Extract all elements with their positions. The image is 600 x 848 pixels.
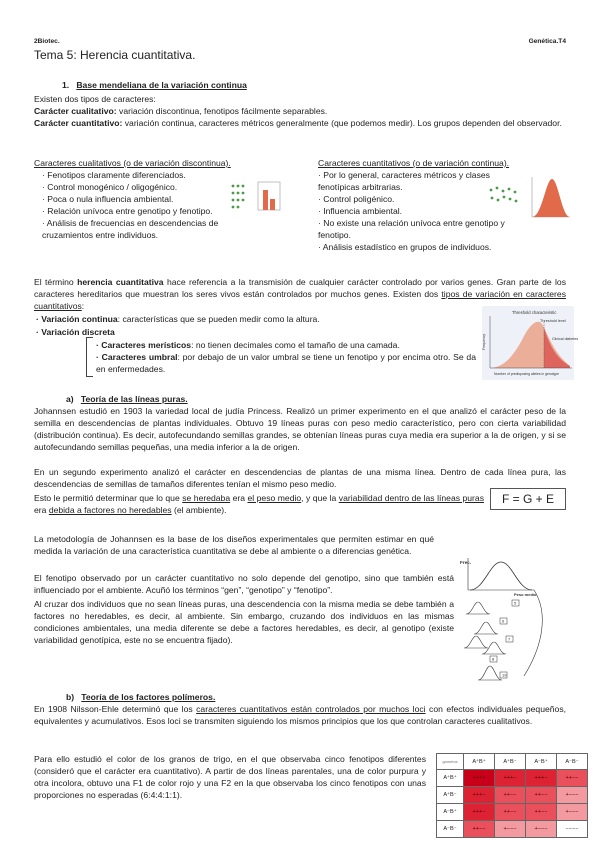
quantitative-list xyxy=(318,169,518,253)
formula-box: F = G + E xyxy=(490,488,566,510)
table-col-header: A⁺B⁺ xyxy=(464,754,495,770)
table-col-header: A⁻B⁺ xyxy=(526,754,557,770)
section-a-p5: El fenotipo observado por un carácter cuantitativo no solo depende del genotipo, sino que también está influenciado por el ambiente. Acuñó los términos “gen”, “genotipo” y “fenotipo”. xyxy=(34,573,454,595)
qualitative-list xyxy=(34,169,258,241)
threshold-clinical: Clinical diabetes xyxy=(552,337,579,341)
table-col-header: A⁺B⁻ xyxy=(495,754,526,770)
section-a-p4: La metodología de Johannsen es la base de los diseños experimentales que permiten estimar en qué medida la variación de una característica cuantitativa se debe al ambiente o a diferencias genética. xyxy=(34,534,434,556)
johannsen-figure xyxy=(456,552,568,688)
bell-box-label: 5 xyxy=(514,600,517,606)
quantitative-item: · Influencia ambiental. xyxy=(318,206,403,216)
plants-figure xyxy=(488,184,522,208)
section-1-heading: 1. Base mendeliana de la variación continua xyxy=(62,80,247,90)
table-row xyxy=(437,770,588,787)
bell-box-label: 6 xyxy=(502,618,505,624)
threshold-ylabel: Frequency xyxy=(482,333,486,350)
discrete-brace xyxy=(86,337,93,377)
qualitative-item: · Poca o nula influencia ambiental. xyxy=(42,194,174,204)
discrete-list: · Caracteres merísticos: no tienen decimales como el tamaño de una camada. · Caracteres umbral: por debajo de un valor umbral se tiene un fenotipo y por encima otro. Se da en enfermedades. xyxy=(96,340,476,374)
qualitative-item: · Relación unívoca entre genotipo y fenotipo. xyxy=(42,206,213,216)
qualitative-figure xyxy=(228,180,282,212)
table-cell: +++− xyxy=(526,770,557,787)
table-row-header: A⁺B⁺ xyxy=(437,770,464,787)
table-col-header: A⁻B⁻ xyxy=(557,754,588,770)
table-row xyxy=(437,787,588,804)
qualitative-column: Caracteres cualitativos (o de variación discontinua). · Fenotipos claramente diferenciados. · Control monogénico / oligogénico. · Poca o nula influencia ambiental. · Relación unívoca entre genotipo y fenotipo. · Análisis de frecuencias en descendencias de cruzamientos entre individuos. xyxy=(34,157,258,241)
section-a-heading: a) Teoría de las líneas puras. xyxy=(66,394,188,404)
quantitative-item: · Por lo general, caracteres métricos y clases fenotípicas arbitrarias. xyxy=(318,170,490,192)
subject-label: Genética.T4 xyxy=(528,38,566,45)
section-b-heading: b) Teoría de los factores polímeros. xyxy=(66,692,216,702)
variation-continuous: · Variación continua: características que se pueden medir como la altura. xyxy=(36,314,320,324)
table-cell: +−−− xyxy=(526,821,557,838)
table-row-header: A⁻B⁺ xyxy=(437,804,464,821)
table-cell: +++− xyxy=(495,770,526,787)
table-cell: ++−− xyxy=(557,770,588,787)
page-title: Tema 5: Herencia cuantitativa. xyxy=(34,48,196,62)
section-b-p2: Para ello estudió el color de los granos de trigo, en el que observaba cinco fenotipos diferentes (consideró que el carácter era cuantitativo). A partir de dos líneas parentales, una de color purpura y otra incolora, obtuvo una F1 de color rojo y una F2 en la que observaba los cinco fenotipos con unas proporciones no esperadas (6:4:4:1:1). xyxy=(34,754,426,800)
section-a-p3: Esto le permitió determinar que lo que se heredaba era el peso medio, y que la variabilidad dentro de las líneas puras era debida a factores no heredables (el ambiente). xyxy=(34,493,484,515)
section-1-body: Existen dos tipos de caracteres: Carácter cualitativo: variación discontinua, fenotipos fácilmente separables. Carácter cuantitativo: variación continua, caracteres métricos generalmente (que podemos medir). Los grupos dependen del observador. xyxy=(34,94,562,128)
table-row xyxy=(437,804,588,821)
table-cell: +−−− xyxy=(557,804,588,821)
table-cell: ++−− xyxy=(495,804,526,821)
punnett-table xyxy=(436,753,588,838)
bell-box-label: 7 xyxy=(508,636,511,642)
threshold-xlabel: Number of predisposing alleles in genotype xyxy=(494,372,560,376)
qualitative-item: · Análisis de frecuencias en descendencias de cruzamientos entre individuos. xyxy=(42,218,219,240)
quantitative-item: · Control poligénico. xyxy=(318,194,395,204)
quantitative-column: Caracteres cuantitativos (o de variación continua). · Por lo general, caracteres métricos y clases fenotípicas arbitrarias. · Control poligénico. · Influencia ambiental. · No existe una relación unívoca entre genotipo y fenotipo. · Análisis estadístico en grupos de individuos. xyxy=(318,157,568,253)
bell-mean-label: Peso medio xyxy=(514,592,537,597)
table-cell: ++−− xyxy=(464,821,495,838)
quantitative-figure xyxy=(528,173,572,219)
table-row-header: A⁻B⁻ xyxy=(437,821,464,838)
section-b-p1: En 1908 Nilsson-Ehle determinó que los caracteres cuantitativos están controlados por muchos loci con efectos individuales pequeños, equivalentes y acumulativos. Esos loci se transmiten siguiendo los mismos principios que los que controlan caracteres cualitativos. xyxy=(34,704,567,726)
qualitative-item: · Fenotipos claramente diferenciados. xyxy=(42,170,186,180)
bell-box-label: 8 xyxy=(492,656,495,662)
table-cell: ++−− xyxy=(495,787,526,804)
table-cell: +++− xyxy=(464,804,495,821)
variation-discrete: · Variación discreta xyxy=(36,327,115,337)
bell-box-label: 19 xyxy=(502,672,507,678)
table-corner: gametos xyxy=(437,754,464,770)
table-row xyxy=(437,821,588,838)
table-cell: +−−− xyxy=(557,787,588,804)
table-cell: +−−− xyxy=(495,821,526,838)
threshold-title: Threshold characteristic xyxy=(512,310,557,315)
table-cell: +++− xyxy=(464,787,495,804)
threshold-figure xyxy=(482,306,579,380)
herencia-paragraph: El término herencia cuantitativa hace referencia a la transmisión de cualquier carácter controlado por varios genes. Gran parte de los caracteres hereditarios que muestran los seres vivos están controlados por muchos genes. Existen dos tipos de variación en caracteres cuantitativos: xyxy=(34,277,567,311)
table-cell: ++−− xyxy=(526,787,557,804)
section-a-p1: Johannsen estudió en 1903 la variedad local de judía Princess. Realizó un primer experimento en el que analizó el carácter peso de la semilla en descendencias de plantas individuales. Obtuvo 19 líneas puras con peso medio característico, pero con cierta variabilidad (distribución continua). Es decir, autofecundando semillas grandes, se obtenían líneas puras cuya media era superior a la de origen, y si se autofecundando semillas pequeñas, una media inferior a la de origen. xyxy=(34,406,566,452)
section-a-p2: En un segundo experimento analizó el carácter en descendencias de plantas de una misma línea. Dentro de cada línea pura, las descendencias de semillas de tamaños diferentes tenían el mismo peso medio. xyxy=(34,467,566,489)
quantitative-item: · Análisis estadístico en grupos de individuos. xyxy=(318,242,492,252)
table-cell: −−−− xyxy=(557,821,588,838)
qualitative-item: · Control monogénico / oligogénico. xyxy=(42,182,178,192)
table-row-header: A⁺B⁻ xyxy=(437,787,464,804)
table-cell: ++++ xyxy=(464,770,495,787)
threshold-level: Threshold level xyxy=(540,319,566,323)
course-label: 2Biotec. xyxy=(34,38,60,45)
section-a-p6: Al cruzar dos individuos que no sean líneas puras, una descendencia con la misma media se debe también a factores no heredables, es decir, al ambiente. Sin embargo, cruzando dos individuos en las mismas condiciones ambientales, una media diferente se debe a factores heredables, es decir, al genotipo (existe variabilidad genotípica, este no se encuentra fijado). xyxy=(34,599,454,645)
table-cell: ++−− xyxy=(526,804,557,821)
bell-ylabel: Frec. xyxy=(460,560,471,565)
quantitative-item: · No existe una relación unívoca entre genotipo y fenotipo. xyxy=(318,218,505,240)
